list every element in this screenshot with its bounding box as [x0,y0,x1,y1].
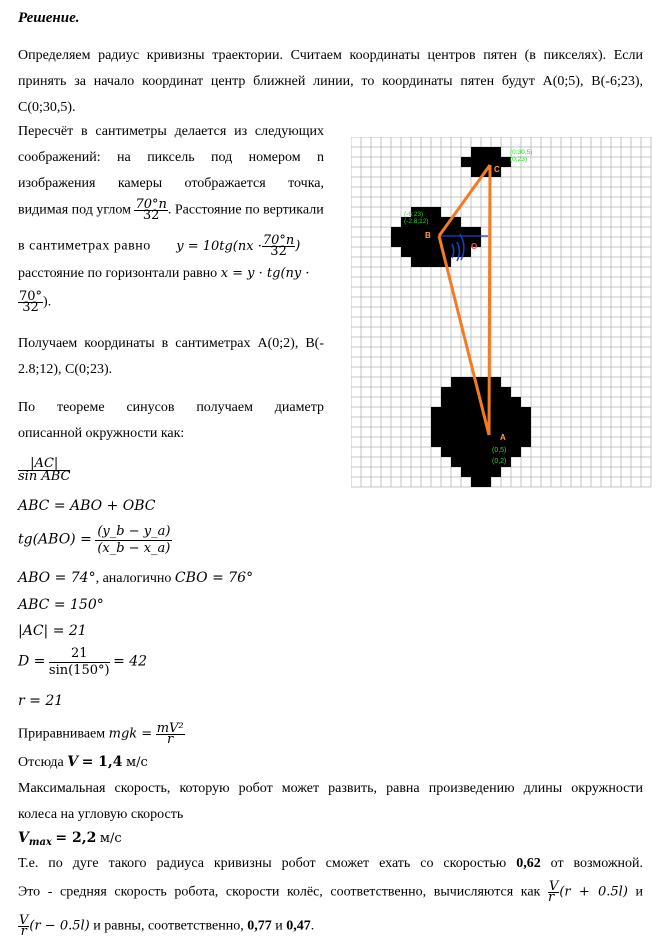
abo-formula: ABO = 74°, аналогично CBO = 76° [18,570,254,586]
para-5-line-2: колеса на угловую скорость [18,807,184,822]
angle-fraction: $\frac{70^\circ n}{32}$ [135,197,167,223]
label-c: C [494,165,500,174]
spot-pixel-row [401,247,471,257]
side-bc [439,165,490,236]
para-2-line-2: соображений: на пиксель под номером n [18,150,324,165]
spot-pixel-row [461,467,501,477]
para-4-line-2: описанной окружности как: [18,426,185,441]
spot-pixel-row [431,427,531,437]
para-2-line-5: в сантиметрах равно y = 10tg(nx · $\frac{70^\circ n}{32}$ ) [18,233,301,259]
camera-pixel-figure [351,137,654,493]
spot-pixel-row [431,437,531,447]
para-6-line-1: Т.е. по дуге такого радиуса кривизны робот сможет ехать со скоростью 0,62 от возможной. [18,856,644,871]
equate-line: Приравниваем mgk = $\frac{\text{mV²}}{r}$ [18,721,184,747]
radius-formula: r = 21 [18,693,64,709]
para-5-line-1: Максимальная скорость, которую робот может развить, равна произведению длины окружности [18,781,643,796]
para-1-line-1: Определяем радиус кривизны траектории. Считаем координаты центров пятен (в пикселях). Если [18,48,643,63]
coord-a-pixels: (0,5) [492,447,507,454]
abc-sum-formula: ABC = ABO + OBC [18,498,156,514]
tg-formula: tg(ABO) = $\frac{(y\_b - y\_a)}{(x\_b - x\_a)}$ [18,524,171,556]
para-2-line-6: расстояние по горизонтали равно x = y · tg(ny · [18,266,310,281]
vmax-line: $V_{max} = 2,2$ м/с [18,830,122,848]
abc-formula: ABC = 150° [18,597,104,613]
spot-pixel-row [391,237,481,247]
label-o: O [471,242,478,251]
para-6-line-2: Это - средняя скорость робота, скорости колёс, соответственно, вычисляются как $\frac{V}{r}$ (r + 0.5l) и [18,879,644,905]
sine-fraction: $\frac{|AC|}{\text{sin ABC}}$ [18,456,71,484]
coord-c-cm: (0;23) [510,156,527,163]
spot-pixel-row [461,157,511,167]
spot-pixel-row [471,147,501,157]
coord-b-cm: (-2.8;12) [404,218,429,225]
para-3-line-2: 2.8;12), C(0;23). [18,362,113,377]
side-ca [489,165,490,435]
spot-pixel-row [441,447,521,457]
speed-line: Отсюда V = 1,4 м/с [18,754,148,770]
coord-a-cm: (0,2) [492,458,507,465]
angle-fraction-3: $\frac{70^\circ}{32}$ [19,289,43,315]
label-b: B [425,231,431,240]
coord-c-pixels: (0;30,5) [510,149,533,156]
ac-formula: |AC| = 21 [18,623,87,639]
para-2-line-3: изображения камеры отображается точка, [18,176,324,191]
para-1-line-3: C(0;30,5). [18,100,76,115]
para-2-line-7: $\frac{70^\circ}{32}$ ). [19,289,52,315]
para-6-line-3: $\frac{V}{r}$ (r − 0.5l) и равны, соответственно, 0,77 и 0,47. [19,913,315,939]
para-3-line-1: Получаем координаты в сантиметрах A(0;2), B(- [18,336,324,351]
label-a: A [500,433,506,442]
para-1-line-2: принять за начало координат центр ближней линии, то координаты пятен будут A(0;5), B(-6;23), [18,74,643,89]
para-2-line-4: видимая под углом $\frac{70^\circ n}{32}$ . Расстояние по вертикали [18,197,324,223]
coord-b-pixels: (-6;23) [404,211,424,218]
para-2-line-1: Пересчёт в сантиметры делается из следующих [18,124,324,139]
diameter-formula: D = $\frac{21}{\sin(150^\circ)}$ = 42 [18,646,148,678]
spot-pixel-row [471,477,491,487]
solution-heading: Решение. [18,10,80,26]
para-4-line-1: По теореме синусов получаем диаметр [18,400,324,415]
angle-fraction-2: $\frac{70^\circ n}{32}$ [262,233,295,259]
spot-pixel-row [431,417,531,427]
